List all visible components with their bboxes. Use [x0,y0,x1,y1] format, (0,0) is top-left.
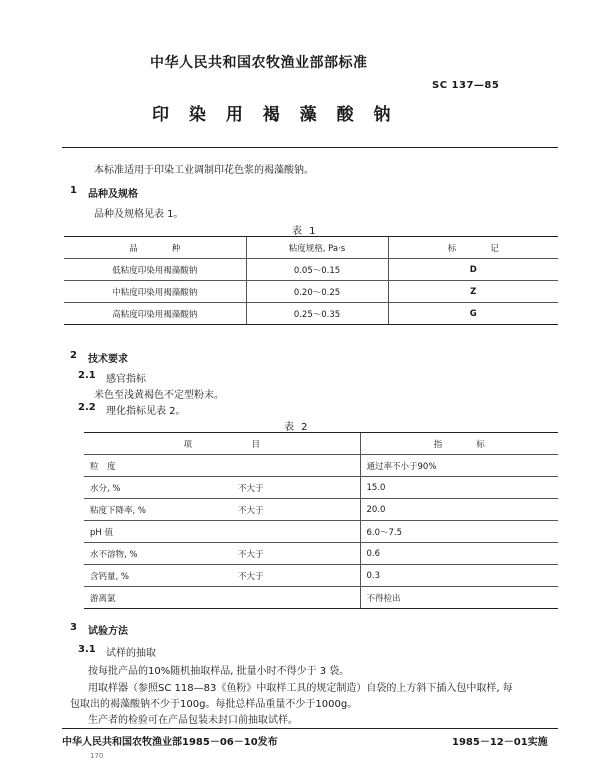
table-2-caption: 表 2 [284,422,310,433]
condition-cell [204,455,360,477]
condition-cell [204,587,360,609]
table-row [64,259,558,281]
section-1-text: 品种及规格见表 1。 [94,209,184,220]
table-2 [84,432,558,609]
item-cell: 游离氯 [84,587,204,609]
table-row [84,521,558,543]
mark-cell: D [388,259,558,281]
table-row [84,565,558,587]
section-2-number: 2 [70,350,77,361]
value-cell: 0.3 [360,565,558,587]
table-row [84,543,558,565]
condition-cell: 不大于 [204,477,360,499]
table-row [84,587,558,609]
section-3-para-1: 按每批产品的10%随机抽取样品, 批量小时不得少于 3 袋。 [88,666,350,677]
value-cell: 通过率不小于90% [360,455,558,477]
table-row [64,303,558,325]
value-cell: 20.0 [360,499,558,521]
value-cell: 0.6 [360,543,558,565]
table-2-header-row [84,433,558,455]
intro-text: 本标准适用于印染工业调制印花色浆的褐藻酸钠。 [94,165,314,176]
table-row [84,499,558,521]
condition-cell: 不大于 [204,499,360,521]
condition-cell [204,521,360,543]
table-row [84,455,558,477]
section-2-heading: 技术要求 [88,354,128,365]
section-3-1-number: 3.1 [78,644,96,655]
table-1 [64,236,558,325]
table-row [64,281,558,303]
table-1-col-viscosity: 粘度规格, Pa·s [246,237,388,259]
variety-cell: 低粘度印染用褐藻酸钠 [64,259,246,281]
viscosity-cell: 0.20～0.25 [246,281,388,303]
mark-cell: Z [388,281,558,303]
item-cell: 含钙量, % [84,565,204,587]
item-cell: 水不溶物, % [84,543,204,565]
value-cell: 6.0～7.5 [360,521,558,543]
table-2-col-index: 指 标 [360,433,558,455]
standard-code: SC 137—85 [432,80,500,91]
effective-date: 1985－12－01实施 [452,737,548,748]
item-cell: 粘度下降率, % [84,499,204,521]
section-1-heading: 品种及规格 [88,189,138,200]
section-2-1-heading: 感官指标 [106,374,146,385]
table-1-header-row [64,237,558,259]
value-cell: 不得检出 [360,587,558,609]
condition-cell: 不大于 [204,543,360,565]
section-2-2-text: 理化指标见表 2。 [106,406,186,417]
section-3-para-2a: 用取样器（参照SC 118—83《鱼粉》中取样工具的规定制造）自袋的上方斜下插入包中取样, 每 [88,683,513,694]
issue-date: 中华人民共和国农牧渔业部1985－06－10发布 [62,737,278,748]
section-2-2-number: 2.2 [78,402,96,413]
value-cell: 15.0 [360,477,558,499]
table-1-col-variety: 品 种 [64,237,246,259]
section-2-1-text: 米色至浅黄褐色不定型粉末。 [94,390,224,401]
page-number: 170 [90,752,104,760]
viscosity-cell: 0.05～0.15 [246,259,388,281]
item-cell: 粒 度 [84,455,204,477]
header-rule [62,147,558,148]
variety-cell: 高粘度印染用褐藻酸钠 [64,303,246,325]
item-cell: pH 值 [84,521,204,543]
table-1-caption: 表 1 [292,226,318,237]
table-1-col-mark: 标 记 [388,237,558,259]
section-3-heading: 试验方法 [88,626,128,637]
variety-cell: 中粘度印染用褐藻酸钠 [64,281,246,303]
footer-rule [62,728,558,729]
table-2-col-item: 项 目 [84,433,360,455]
condition-cell: 不大于 [204,565,360,587]
section-3-1-heading: 试样的抽取 [106,648,156,659]
section-2-1-number: 2.1 [78,370,96,381]
viscosity-cell: 0.25～0.35 [246,303,388,325]
section-1-number: 1 [70,185,77,196]
section-3-number: 3 [70,622,77,633]
document-title: 印 染 用 褐 藻 酸 钠 [152,105,398,125]
section-3-para-3: 生产者的检验可在产品包装未封口前抽取试样。 [88,715,298,726]
section-3-para-2b: 包取出的褐藻酸钠不少于100g。每批总样品重量不少于1000g。 [70,699,358,710]
issuing-authority: 中华人民共和国农牧渔业部部标准 [150,55,368,71]
item-cell: 水分, % [84,477,204,499]
mark-cell: G [388,303,558,325]
table-row [84,477,558,499]
